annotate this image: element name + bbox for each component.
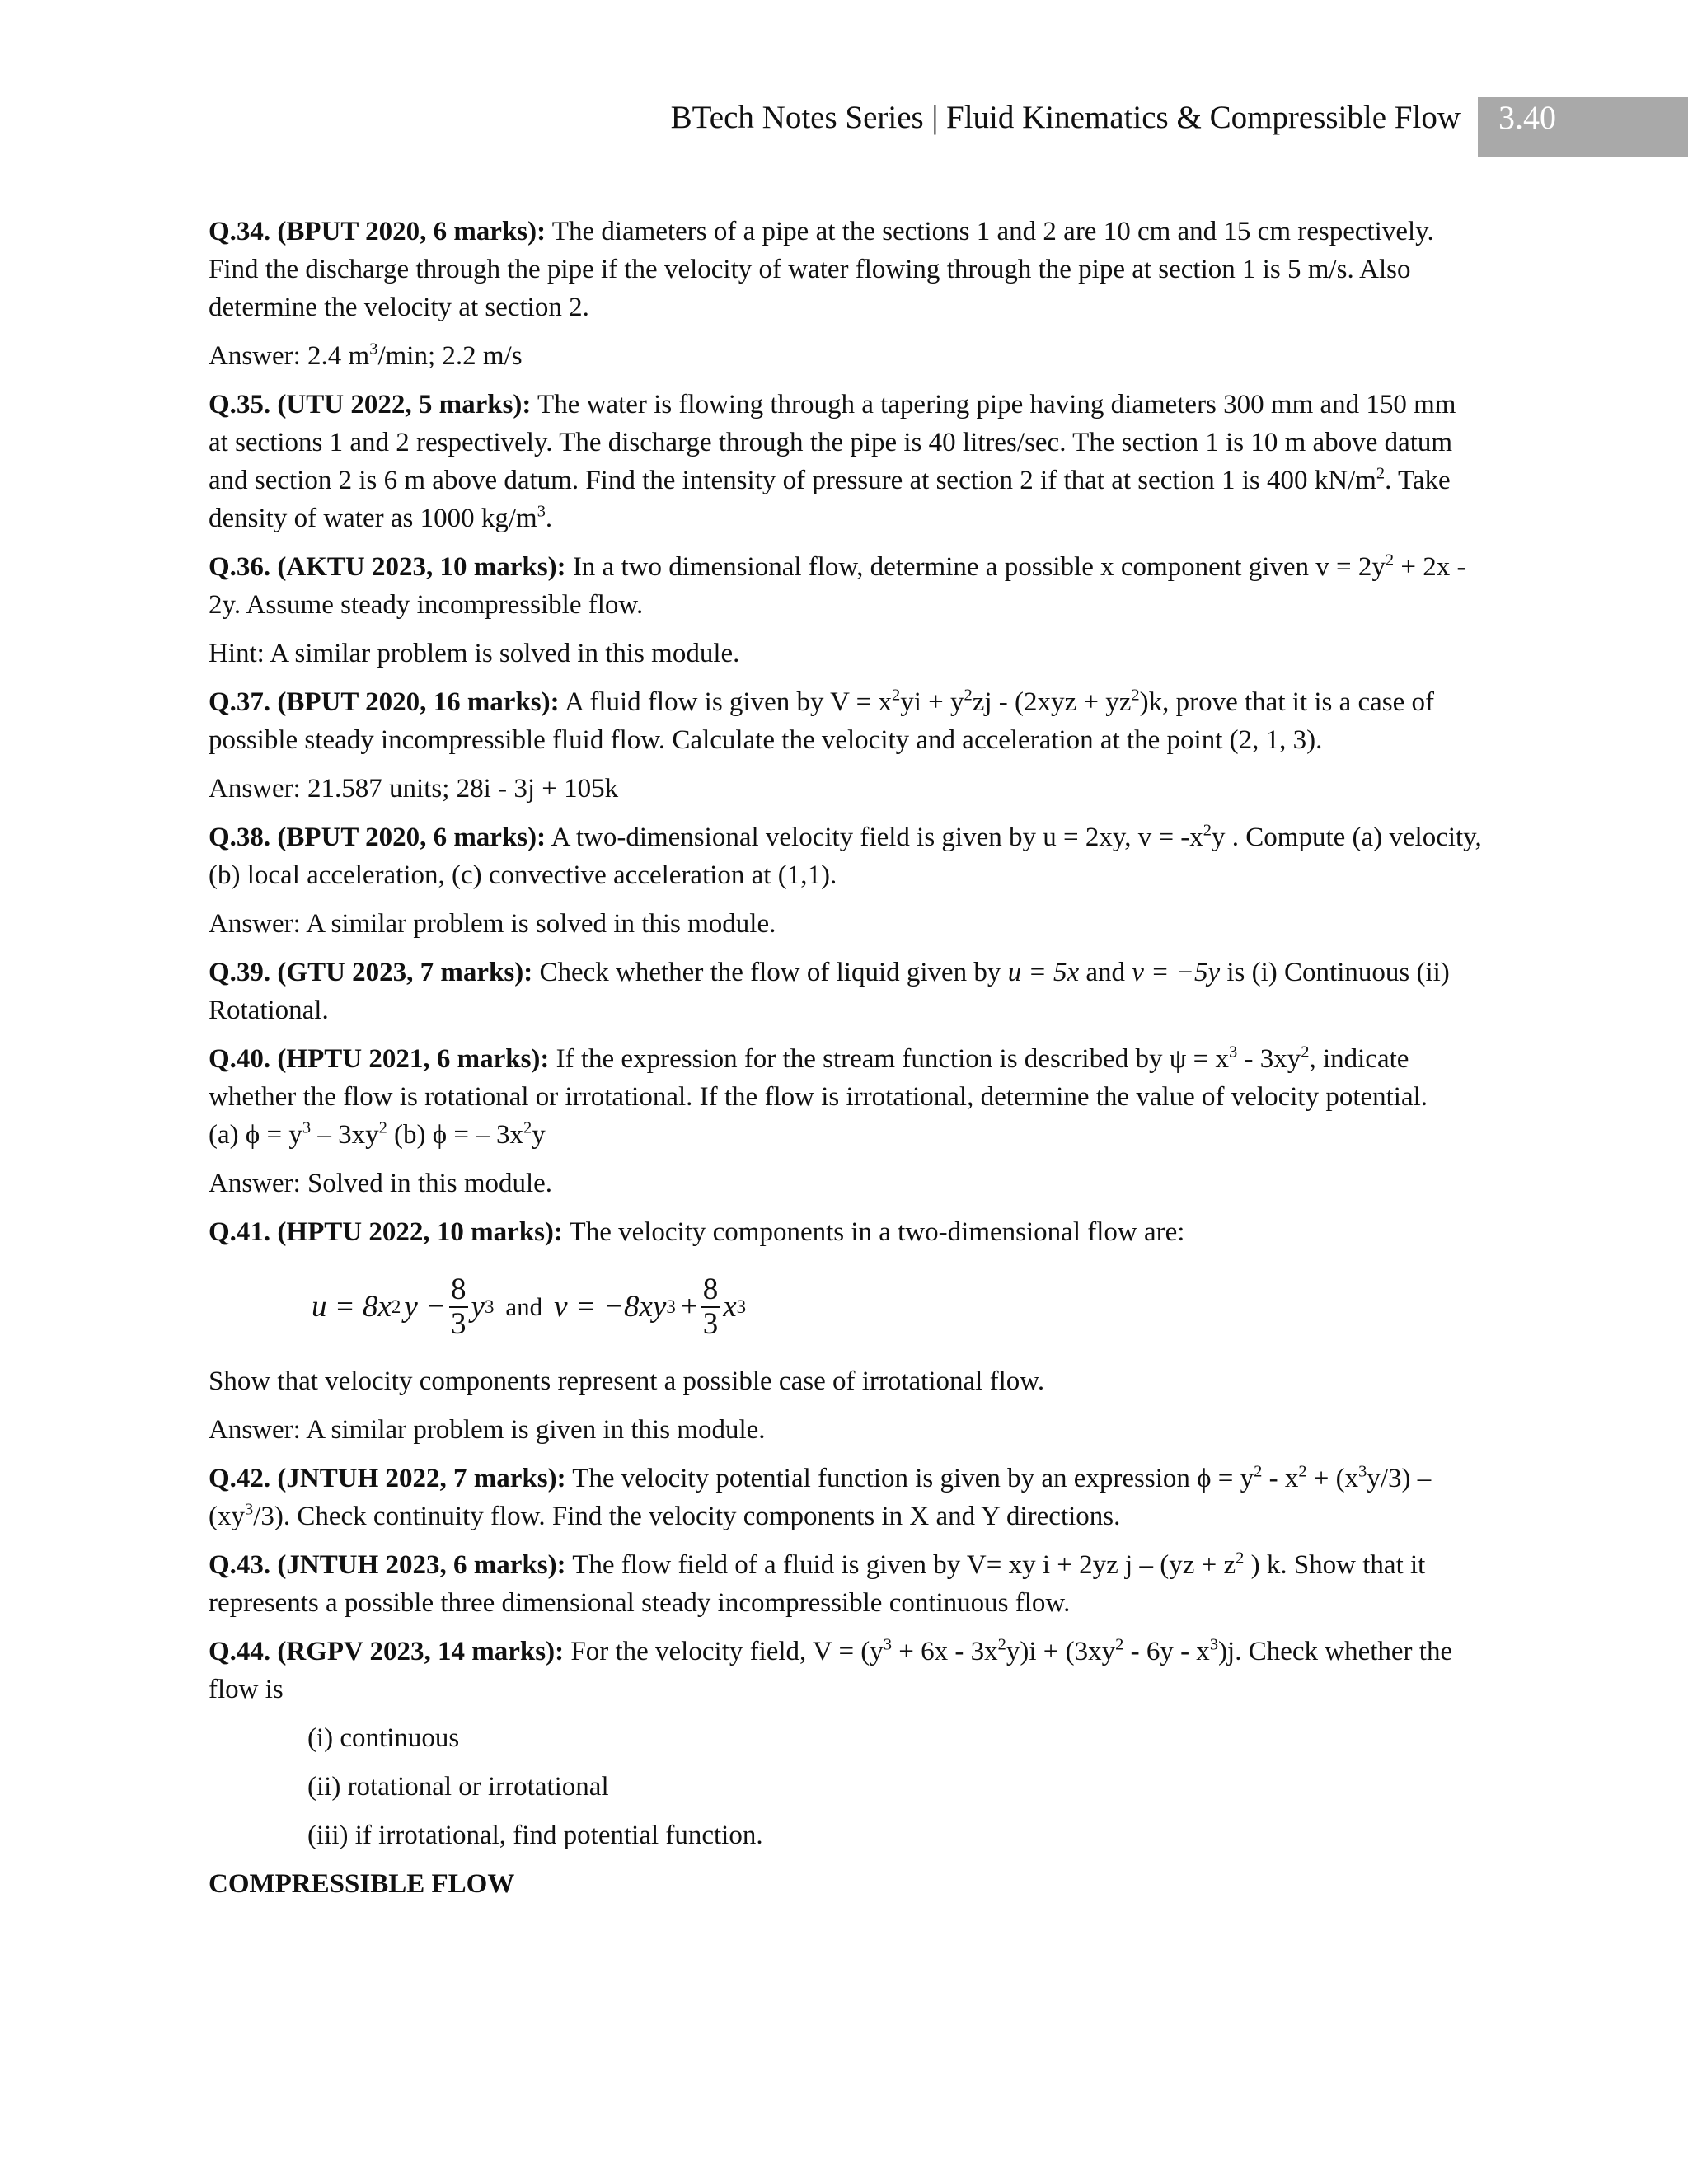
question-heading: Q.38. (BPUT 2020, 6 marks): bbox=[209, 823, 546, 852]
question-text: If the expression for the stream function is described by ψ = x bbox=[549, 1044, 1230, 1074]
question-text: y . Compute (a) velocity, (b) local acceleration, (c) convective acceleration at (1,1). bbox=[209, 823, 1482, 890]
superscript: 2 bbox=[1131, 686, 1140, 705]
answer-40: Answer: Solved in this module. bbox=[209, 1169, 553, 1198]
question-text: The flow field of a fluid is given by V= xy i + 2yz j – (yz + z bbox=[565, 1550, 1236, 1580]
question-40 bbox=[209, 1040, 1482, 1154]
question-text: - 6y - x bbox=[1123, 1637, 1210, 1666]
fraction-denominator: 3 bbox=[451, 1307, 467, 1341]
question-41-statement: Show that velocity components represent a possible case of irrotational flow. bbox=[209, 1366, 1045, 1396]
question-text: For the velocity field, V = (y bbox=[564, 1637, 884, 1666]
option-text: (b) ϕ = – 3x bbox=[387, 1120, 524, 1150]
answer-41: Answer: A similar problem is given in this module. bbox=[209, 1415, 766, 1445]
option-text: y bbox=[532, 1120, 546, 1150]
question-text: zj - (2xyz + yz bbox=[972, 687, 1132, 717]
superscript: 2 bbox=[378, 1118, 387, 1137]
fraction bbox=[701, 1273, 720, 1341]
question-heading: Q.35. (UTU 2022, 5 marks): bbox=[209, 390, 532, 419]
question-42 bbox=[209, 1460, 1482, 1535]
question-heading: Q.36. (AKTU 2023, 10 marks): bbox=[209, 552, 566, 582]
question-text: )k, prove that it is a case of possible steady incompressible fluid flow. Calculate the velocity and acceleration at the point (2, 1, 3). bbox=[209, 687, 1435, 755]
question-text: + 6x - 3x bbox=[892, 1637, 998, 1666]
question-list bbox=[209, 213, 1482, 1903]
question-text: The water is flowing through a tapering pipe having diameters 300 mm and 150 mm at sections 1 and 2 respectively. The discharge through the pipe is 40 litres/sec. The section 1 is 10 m above datum and section 2 is 6 m above datum. Find the intensity of pressure at section 2 if that at section 1 is 400 kN/m bbox=[209, 390, 1456, 495]
superscript: 2 bbox=[1298, 1462, 1307, 1481]
answer-34 bbox=[209, 337, 1482, 375]
question-text: y/3) – (xy bbox=[209, 1464, 1432, 1531]
superscript: 3 bbox=[1358, 1462, 1367, 1481]
answer-text: /min; 2.2 m/s bbox=[377, 341, 523, 371]
math-expression: u = 5x bbox=[1007, 958, 1080, 987]
question-heading: Q.40. (HPTU 2021, 6 marks): bbox=[209, 1044, 550, 1074]
eq-u-lhs: u = 8x bbox=[312, 1290, 392, 1324]
option-text: – 3xy bbox=[311, 1120, 379, 1150]
superscript: 3 bbox=[1229, 1043, 1238, 1062]
superscript: 2 bbox=[1115, 1635, 1124, 1654]
superscript: 2 bbox=[1203, 821, 1212, 840]
question-38 bbox=[209, 818, 1482, 894]
math-expression: v = −5y bbox=[1132, 958, 1221, 987]
superscript: 3 bbox=[1209, 1635, 1219, 1654]
question-text: In a two dimensional flow, determine a possible x component given v = 2y bbox=[565, 552, 1386, 582]
superscript: 2 bbox=[997, 1635, 1006, 1654]
equation-velocity-components bbox=[209, 1262, 1482, 1352]
question-text: A two-dimensional velocity field is given by u = 2xy, v = -x bbox=[546, 823, 1203, 852]
question-34 bbox=[209, 213, 1482, 326]
equation-row: u = 8x 2 y − $\frac{8}{3}$ y 3 and v = −8xy 3 + $\frac{8}{3}$ x 3 bbox=[312, 1272, 747, 1341]
question-text: - x bbox=[1262, 1464, 1299, 1493]
superscript: 2 bbox=[523, 1118, 532, 1137]
fraction-numerator: 8 bbox=[451, 1272, 467, 1306]
eq-and-word: and bbox=[505, 1292, 543, 1321]
list-item: (i) continuous bbox=[307, 1723, 460, 1753]
question-heading: Q.43. (JNTUH 2023, 6 marks): bbox=[209, 1550, 566, 1580]
superscript: 2 bbox=[1385, 551, 1395, 569]
option-text: (a) ϕ = y bbox=[209, 1120, 302, 1150]
question-text: The velocity components in a two-dimensional flow are: bbox=[562, 1217, 1185, 1247]
question-text: + (x bbox=[1306, 1464, 1359, 1493]
superscript: 3 bbox=[369, 340, 378, 359]
question-heading: Q.44. (RGPV 2023, 14 marks): bbox=[209, 1637, 565, 1666]
question-36 bbox=[209, 548, 1482, 624]
question-text: The velocity potential function is given by an expression ϕ = y bbox=[565, 1464, 1254, 1493]
question-heading: Q.42. (JNTUH 2022, 7 marks): bbox=[209, 1464, 566, 1493]
question-text: Check whether the flow of liquid given by bbox=[532, 958, 1008, 987]
list-item: (iii) if irrotational, find potential function. bbox=[307, 1821, 763, 1850]
question-text: ) k. Show that it represents a possible three dimensional steady incompressible continuous flow. bbox=[209, 1550, 1426, 1618]
question-41 bbox=[209, 1213, 1482, 1251]
eq-v-lhs: v = −8xy bbox=[554, 1290, 667, 1324]
page-number-tab bbox=[1478, 97, 1688, 157]
fraction-numerator: 8 bbox=[702, 1272, 719, 1306]
superscript: 2 bbox=[1236, 1549, 1245, 1568]
question-text: and bbox=[1079, 958, 1132, 987]
hint-36: Hint: A similar problem is solved in this module. bbox=[209, 639, 740, 668]
question-text: is (i) Continuous (ii) Rotational. bbox=[209, 958, 1450, 1025]
question-text: , indicate whether the flow is rotational or irrotational. If the flow is irrotational, determine the value of velocity potential. bbox=[209, 1044, 1428, 1112]
superscript: 2 bbox=[1301, 1043, 1310, 1062]
superscript: 2 bbox=[964, 686, 973, 705]
list-item: (ii) rotational or irrotational bbox=[307, 1772, 609, 1802]
page-number: 3.40 bbox=[1498, 99, 1556, 136]
section-heading: COMPRESSIBLE FLOW bbox=[209, 1869, 515, 1899]
question-text: /3). Check continuity flow. Find the velocity components in X and Y directions. bbox=[253, 1502, 1121, 1531]
eq-v-var: x bbox=[723, 1290, 737, 1324]
question-text: y)i + (3xy bbox=[1006, 1637, 1116, 1666]
question-text: . bbox=[545, 504, 553, 533]
question-text: + 2x - 2y. Assume steady incompressible flow. bbox=[209, 552, 1466, 620]
answer-text: Answer: 2.4 m bbox=[209, 341, 370, 371]
question-text: - 3xy bbox=[1237, 1044, 1301, 1074]
superscript: 3 bbox=[883, 1635, 893, 1654]
superscript: 3 bbox=[245, 1500, 254, 1519]
question-heading: Q.41. (HPTU 2022, 10 marks): bbox=[209, 1217, 563, 1247]
superscript: 2 bbox=[1254, 1462, 1263, 1481]
eq-u-var: y bbox=[471, 1290, 485, 1324]
fraction-denominator: 3 bbox=[702, 1307, 719, 1341]
superscript: 2 bbox=[1376, 464, 1386, 483]
superscript: 2 bbox=[891, 686, 901, 705]
question-heading: Q.37. (BPUT 2020, 16 marks): bbox=[209, 687, 560, 717]
question-43 bbox=[209, 1546, 1482, 1622]
question-heading: Q.34. (BPUT 2020, 6 marks): bbox=[209, 217, 546, 246]
superscript: 3 bbox=[537, 502, 546, 521]
header-series-title: BTech Notes Series | Fluid Kinematics & Compressible Flow bbox=[670, 100, 1461, 135]
superscript: 3 bbox=[302, 1118, 312, 1137]
question-44 bbox=[209, 1633, 1482, 1708]
question-37 bbox=[209, 683, 1482, 759]
question-text: )j. Check whether the flow is bbox=[209, 1637, 1453, 1704]
answer-37: Answer: 21.587 units; 28i - 3j + 105k bbox=[209, 774, 619, 804]
question-39 bbox=[209, 954, 1482, 1029]
question-text: The diameters of a pipe at the sections 1 and 2 are 10 cm and 15 cm respectively. Find the discharge through the pipe if the velocity of water flowing through the pipe at section 1 is 5 m/s. Also determine the velocity at section 2. bbox=[209, 217, 1434, 322]
question-35 bbox=[209, 386, 1482, 537]
question-text: A fluid flow is given by V = x bbox=[559, 687, 892, 717]
fraction bbox=[449, 1273, 468, 1341]
answer-38: Answer: A similar problem is solved in this module. bbox=[209, 909, 776, 939]
eq-plus: + bbox=[680, 1290, 698, 1324]
question-heading: Q.39. (GTU 2023, 7 marks): bbox=[209, 958, 533, 987]
eq-u-mid: y − bbox=[404, 1290, 446, 1324]
question-text: . Take density of water as 1000 kg/m bbox=[209, 466, 1451, 533]
question-text: yi + y bbox=[900, 687, 964, 717]
